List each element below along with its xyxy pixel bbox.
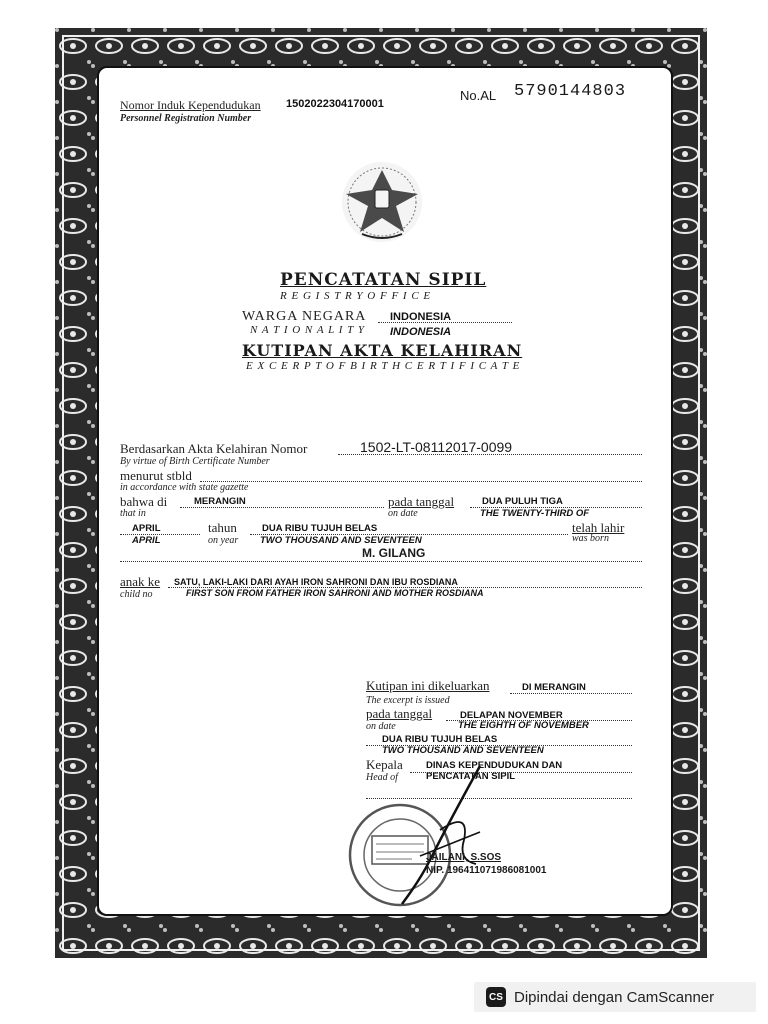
nationality-label: WARGA NEGARA <box>242 309 367 324</box>
birth-date-value: DUA PULUH TIGA <box>482 496 563 507</box>
nik-value: 1502022304170001 <box>286 98 384 110</box>
registration-no-value: 5790144803 <box>514 82 627 101</box>
child-order-dotted-line <box>168 587 642 588</box>
issue-year-value-en: TWO THOUSAND AND SEVENTEEN <box>382 745 544 756</box>
document-title: KUTIPAN AKTA KELAHIRAN <box>242 341 523 360</box>
was-born-sub-label: was born <box>572 533 609 544</box>
child-order-value-en: FIRST SON FROM FATHER IRON SAHRONI AND MOTHER ROSDIANA <box>186 588 484 598</box>
birth-year-label: tahun <box>208 520 237 535</box>
issue-year-value: DUA RIBU TUJUH BELAS <box>382 734 498 745</box>
cert-number-value: 1502-LT-08112017-0099 <box>360 439 513 455</box>
birth-month-value-en: APRIL <box>132 535 161 546</box>
was-born-label: telah lahir <box>572 520 625 535</box>
nationality-value-en: INDONESIA <box>390 326 452 338</box>
issued-at-sub-label: The excerpt is issued <box>366 695 450 706</box>
stbld-dotted-line <box>200 481 642 482</box>
birth-place-label: bahwa di <box>120 494 168 509</box>
camscanner-text: Dipindai dengan CamScanner <box>514 988 715 1006</box>
camscanner-logo-icon: CS <box>486 987 506 1007</box>
birth-date-label: pada tanggal <box>388 494 455 509</box>
cert-number-sub-label: By virtue of Birth Certificate Number <box>120 456 270 467</box>
birth-year-sub-label: on year <box>208 535 239 546</box>
camscanner-watermark <box>474 982 756 1012</box>
birth-date-dotted-line <box>470 507 642 508</box>
birth-place-dotted-line <box>180 507 384 508</box>
issue-date-sub-label: on date <box>366 721 396 732</box>
cert-number-dotted-line <box>338 454 642 455</box>
birth-year-value-en: TWO THOUSAND AND SEVENTEEN <box>260 535 422 546</box>
nationality-sub-label: N A T I O N A L I T Y <box>250 324 365 336</box>
issue-date-value: DELAPAN NOVEMBER <box>460 710 563 721</box>
issued-at-label: Kutipan ini dikeluarkan <box>366 678 490 693</box>
nationality-dotted-line <box>378 322 512 323</box>
head-of-value-line2: PENCATATAN SIPIL <box>426 771 516 782</box>
birth-date-value-en: THE TWENTY-THIRD OF <box>480 508 590 519</box>
child-order-label: anak ke <box>120 574 161 589</box>
registry-office-subtitle: R E G I S T R Y O F F I C E <box>280 290 432 302</box>
issue-date-value-en: THE EIGHTH OF NOVEMBER <box>458 720 589 731</box>
stbld-sub-label: in accordance with state gazette <box>120 482 249 493</box>
birth-year-dotted-line <box>250 534 568 535</box>
child-name-dotted-line <box>120 561 642 562</box>
issue-year-dotted-line <box>366 745 632 746</box>
child-order-sub-label: child no <box>120 589 153 600</box>
head-of-sub-label: Head of <box>366 772 398 783</box>
birth-month-value: APRIL <box>132 523 161 534</box>
issued-at-value: DI MERANGIN <box>522 682 586 693</box>
signer-name: JAILANI, S.SOS <box>426 852 502 863</box>
issue-date-dotted-line <box>446 720 632 721</box>
signer-nip: NIP. 196411071986081001 <box>426 865 547 876</box>
registration-no-prefix: No.AL <box>460 88 497 103</box>
birth-date-sub-label: on date <box>388 508 418 519</box>
issue-date-label: pada tanggal <box>366 706 433 721</box>
garuda-emblem-icon <box>338 160 426 244</box>
child-name-value: M. GILANG <box>362 546 426 560</box>
handwritten-signature-icon <box>380 760 490 910</box>
issued-at-dotted-line <box>510 693 632 694</box>
child-order-value: SATU, LAKI-LAKI DARI AYAH IRON SAHRONI DAN IBU ROSDIANA <box>174 577 458 587</box>
birth-place-sub-label: that in <box>120 508 146 519</box>
birth-place-value: MERANGIN <box>194 496 246 507</box>
nationality-value: INDONESIA <box>390 311 452 323</box>
birth-year-value: DUA RIBU TUJUH BELAS <box>262 523 378 534</box>
cert-number-label: Berdasarkan Akta Kelahiran Nomor <box>120 441 308 456</box>
stbld-label: menurut stbld <box>120 468 192 483</box>
document-subtitle: E X C E R P T O F B I R T H C E R T I F I C A T E <box>246 360 521 372</box>
nik-label: Nomor Induk Kependudukan <box>120 98 261 112</box>
birth-month-dotted-line <box>120 534 200 535</box>
head-of-label: Kepala <box>366 757 403 772</box>
head-of-value-line1: DINAS KEPENDUDUKAN DAN <box>426 760 563 771</box>
nik-sub-label: Personnel Registration Number <box>120 113 252 124</box>
registry-office-title: PENCATATAN SIPIL <box>280 270 487 290</box>
